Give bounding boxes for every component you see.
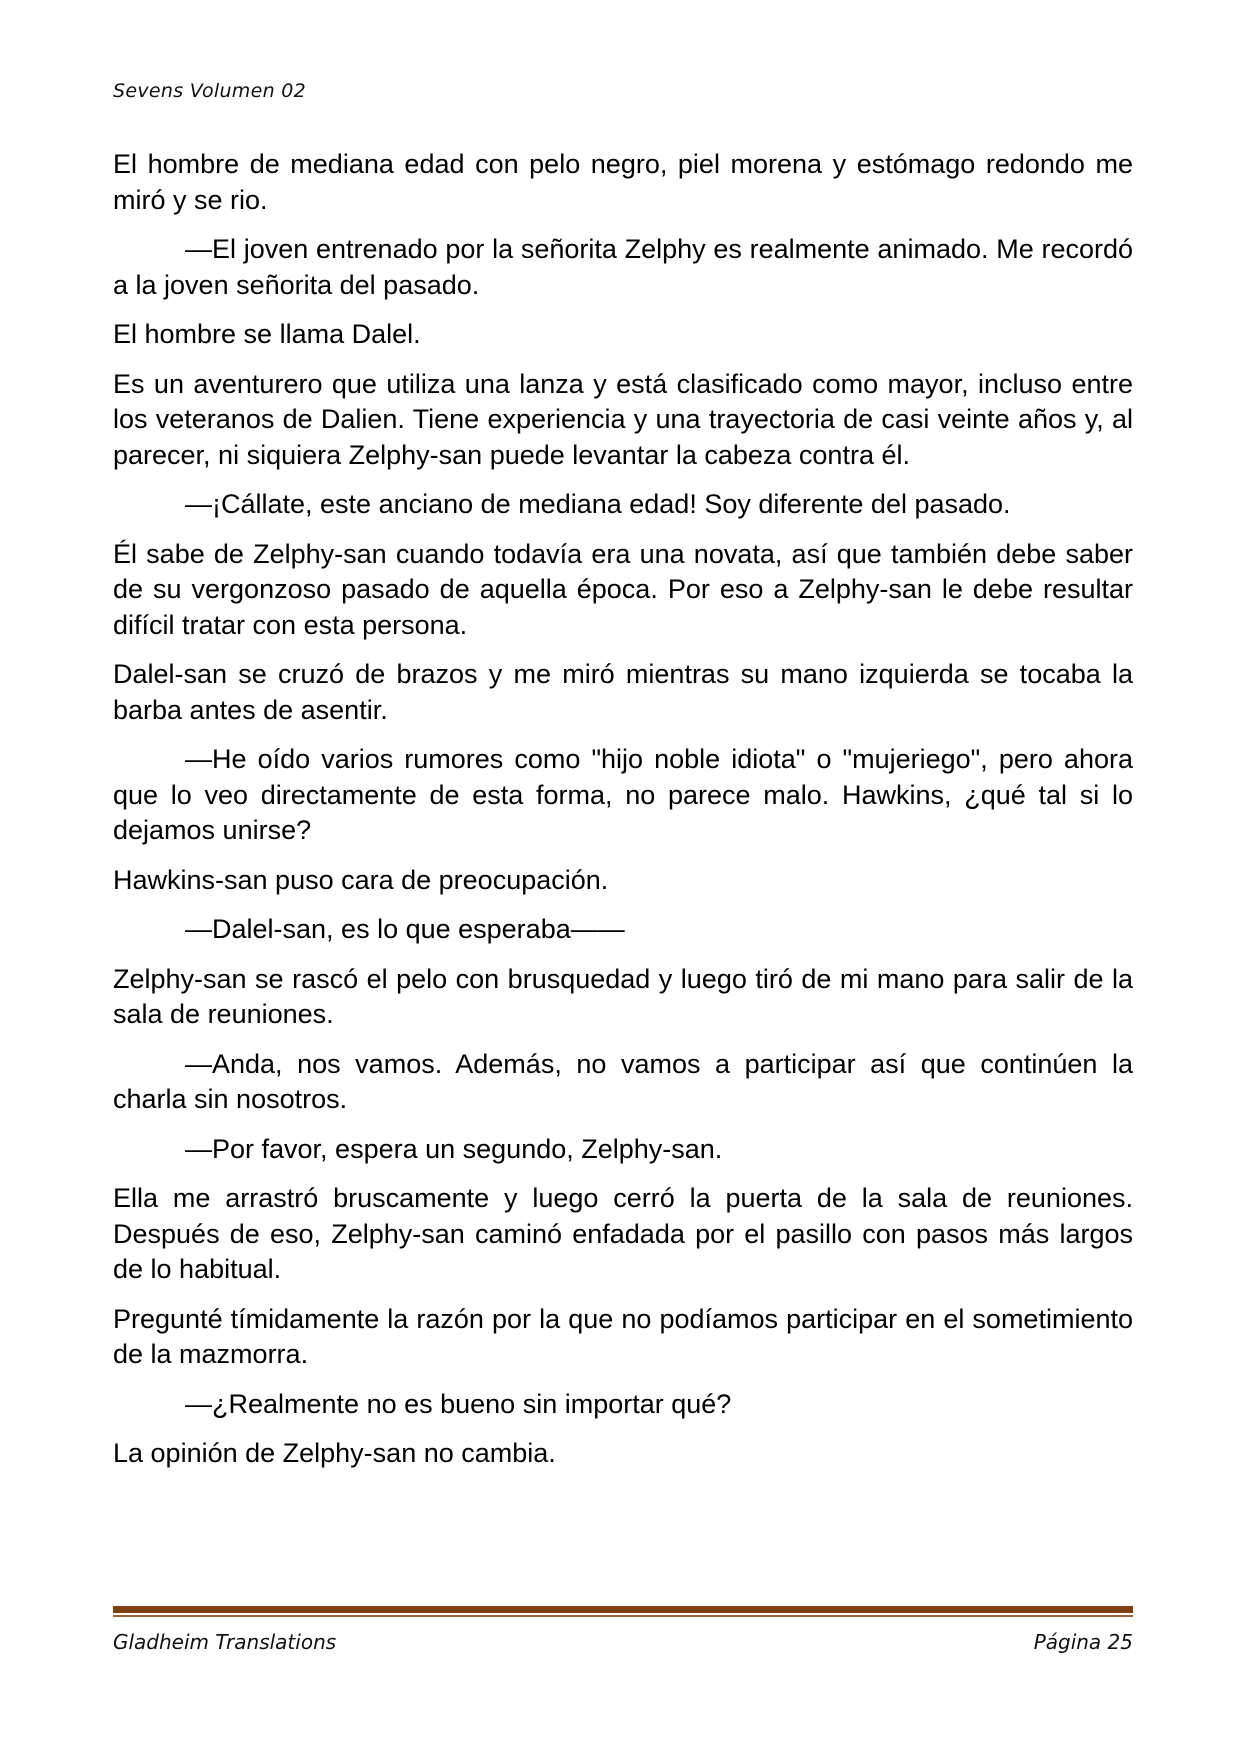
footer-page-number: Página 25	[1033, 1630, 1133, 1654]
paragraph-dialogue: —Dalel-san, es lo que esperaba——	[185, 914, 625, 944]
paragraph-dialogue: —¡Cállate, este anciano de mediana edad! Soy diferente del pasado.	[185, 489, 1011, 519]
paragraph-dialogue: —¿Realmente no es bueno sin importar qué?	[185, 1388, 732, 1419]
paragraph-narration: Dalel-san se cruzó de brazos y me miró mientras su mano izquierda se tocaba la barba antes de asentir.	[113, 659, 1133, 725]
page-body	[113, 147, 1133, 1486]
footer-translator-credit: Gladheim Translations	[113, 1630, 337, 1654]
paragraph-narration: El hombre de mediana edad con pelo negro, piel morena y estómago redondo me miró y se rio.	[113, 149, 1133, 215]
footer-divider	[113, 1606, 1133, 1617]
paragraph-narration: Pregunté tímidamente la razón por la que no podíamos participar en el sometimiento de la mazmorra.	[113, 1303, 1133, 1369]
paragraph-dialogue: —He oído varios rumores como "hijo noble idiota" o "mujeriego", pero ahora que lo veo directamente de esta forma, no parece malo. Hawkins, ¿qué tal si lo dejamos unirse?	[113, 744, 1133, 845]
paragraph-narration: La opinión de Zelphy-san no cambia.	[113, 1438, 556, 1468]
running-header-title: Sevens Volumen 02	[113, 80, 307, 102]
paragraph-dialogue: —Por favor, espera un segundo, Zelphy-san.	[185, 1133, 723, 1164]
footer-divider-thick	[113, 1606, 1133, 1613]
paragraph-narration: Ella me arrastró bruscamente y luego cerró la puerta de la sala de reuniones. Después de eso, Zelphy-san caminó enfadada por el pasillo con pasos más largos de lo habitual.	[113, 1183, 1133, 1284]
paragraph-narration: El hombre se llama Dalel.	[113, 319, 421, 349]
paragraph-narration: Es un aventurero que utiliza una lanza y está clasificado como mayor, incluso entre los veteranos de Dalien. Tiene experiencia y una trayectoria de casi veinte años y, al parecer, ni siquiera Zelphy-san puede levantar la cabeza contra él.	[113, 368, 1133, 470]
paragraph-dialogue: —Anda, nos vamos. Además, no vamos a participar así que continúen la charla sin nosotros.	[113, 1048, 1133, 1114]
paragraph-narration: Él sabe de Zelphy-san cuando todavía era una novata, así que también debe saber de su vergonzoso pasado de aquella época. Por eso a Zelphy-san le debe resultar difícil tratar con esta persona.	[113, 538, 1133, 640]
paragraph-dialogue: —El joven entrenado por la señorita Zelphy es realmente animado. Me recordó a la joven señorita del pasado.	[113, 234, 1133, 300]
paragraph-narration: Hawkins-san puso cara de preocupación.	[113, 864, 609, 895]
footer-divider-thin	[113, 1615, 1133, 1617]
paragraph-narration: Zelphy-san se rascó el pelo con brusquedad y luego tiró de mi mano para salir de la sala de reuniones.	[113, 963, 1133, 1029]
